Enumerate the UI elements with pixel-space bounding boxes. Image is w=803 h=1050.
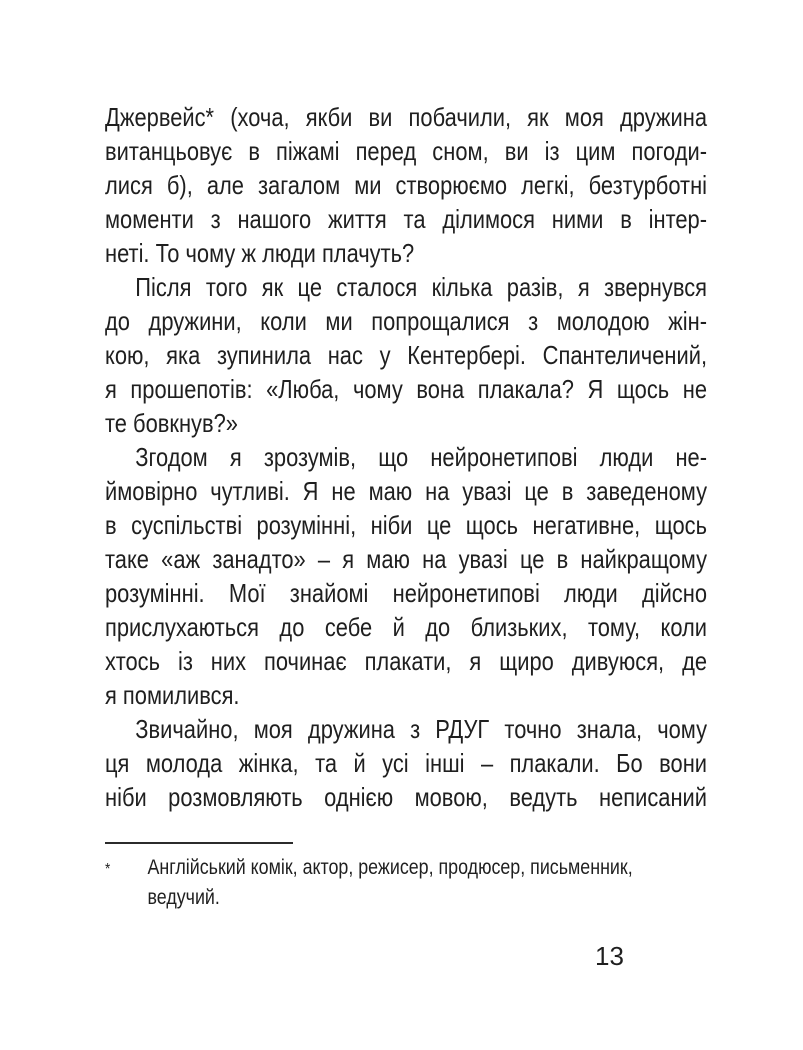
body-text-line: хтось із них починає плакати, я щиро дивуюся, де — [105, 646, 708, 676]
body-text-line: Після того як це сталося кілька разів, я звернувся — [135, 272, 708, 302]
body-text-line: Джервейс* (хоча, якби ви побачили, як моя дружина — [105, 102, 708, 132]
body-text-line: ніби розмовляють однією мовою, ведуть неписаний — [105, 782, 708, 812]
footnote-line: ведучий. — [147, 886, 220, 909]
footnote-text — [148, 853, 633, 913]
footnote-line: Англійський комік, актор, режисер, продюсер, письменник, — [147, 856, 633, 879]
footnote — [105, 853, 666, 913]
body-text-line: Згодом я зрозумів, що нейронетипові люди не- — [135, 442, 708, 472]
body-text-line: в суспільстві розумінні, ніби це щось негативне, щось — [105, 510, 708, 540]
body-text-line: моменти з нашого життя та ділимося ними в інтер- — [105, 204, 708, 234]
body-text-line: я помилився. — [105, 680, 240, 710]
paragraph — [105, 270, 707, 440]
body-text-line: витанцьовує в піжамі перед сном, ви із цим погоди- — [105, 136, 708, 166]
body-text-line: лися б), але загалом ми створюємо легкі, безтурботні — [105, 170, 708, 200]
page-number: 13 — [595, 941, 624, 971]
body-text-line: ця молода жінка, та й усі інші – плакали. Бо вони — [105, 748, 708, 778]
body-text-line: неті. То чому ж люди плачуть? — [105, 238, 415, 268]
body-text-line: ймовірно чутливі. Я не маю на увазі це в заведеному — [105, 476, 708, 506]
paragraph — [105, 100, 707, 270]
body-text — [105, 100, 707, 814]
body-text-line: кою, яка зупинила нас у Кентербері. Спантеличений, — [105, 340, 708, 370]
body-text-line: таке «аж занадто» – я маю на увазі це в найкращому — [105, 544, 708, 574]
body-text-line: розумінні. Мої знайомі нейронетипові люди дійсно — [105, 578, 708, 608]
body-text-line: Звичайно, моя дружина з РДУГ точно знала, чому — [135, 714, 708, 744]
body-text-line: прислухаються до себе й до близьких, тому, коли — [105, 612, 708, 642]
body-text-line: до дружини, коли ми попрощалися з молодою жін- — [105, 306, 708, 336]
body-text-line: те бовкнув?» — [105, 408, 238, 438]
body-text-line: я прошепотів: «Люба, чому вона плакала? Я щось не — [105, 374, 708, 404]
footnote-marker: * — [105, 861, 111, 878]
footnote-rule — [105, 842, 293, 844]
paragraph — [105, 712, 707, 814]
paragraph — [105, 440, 707, 712]
